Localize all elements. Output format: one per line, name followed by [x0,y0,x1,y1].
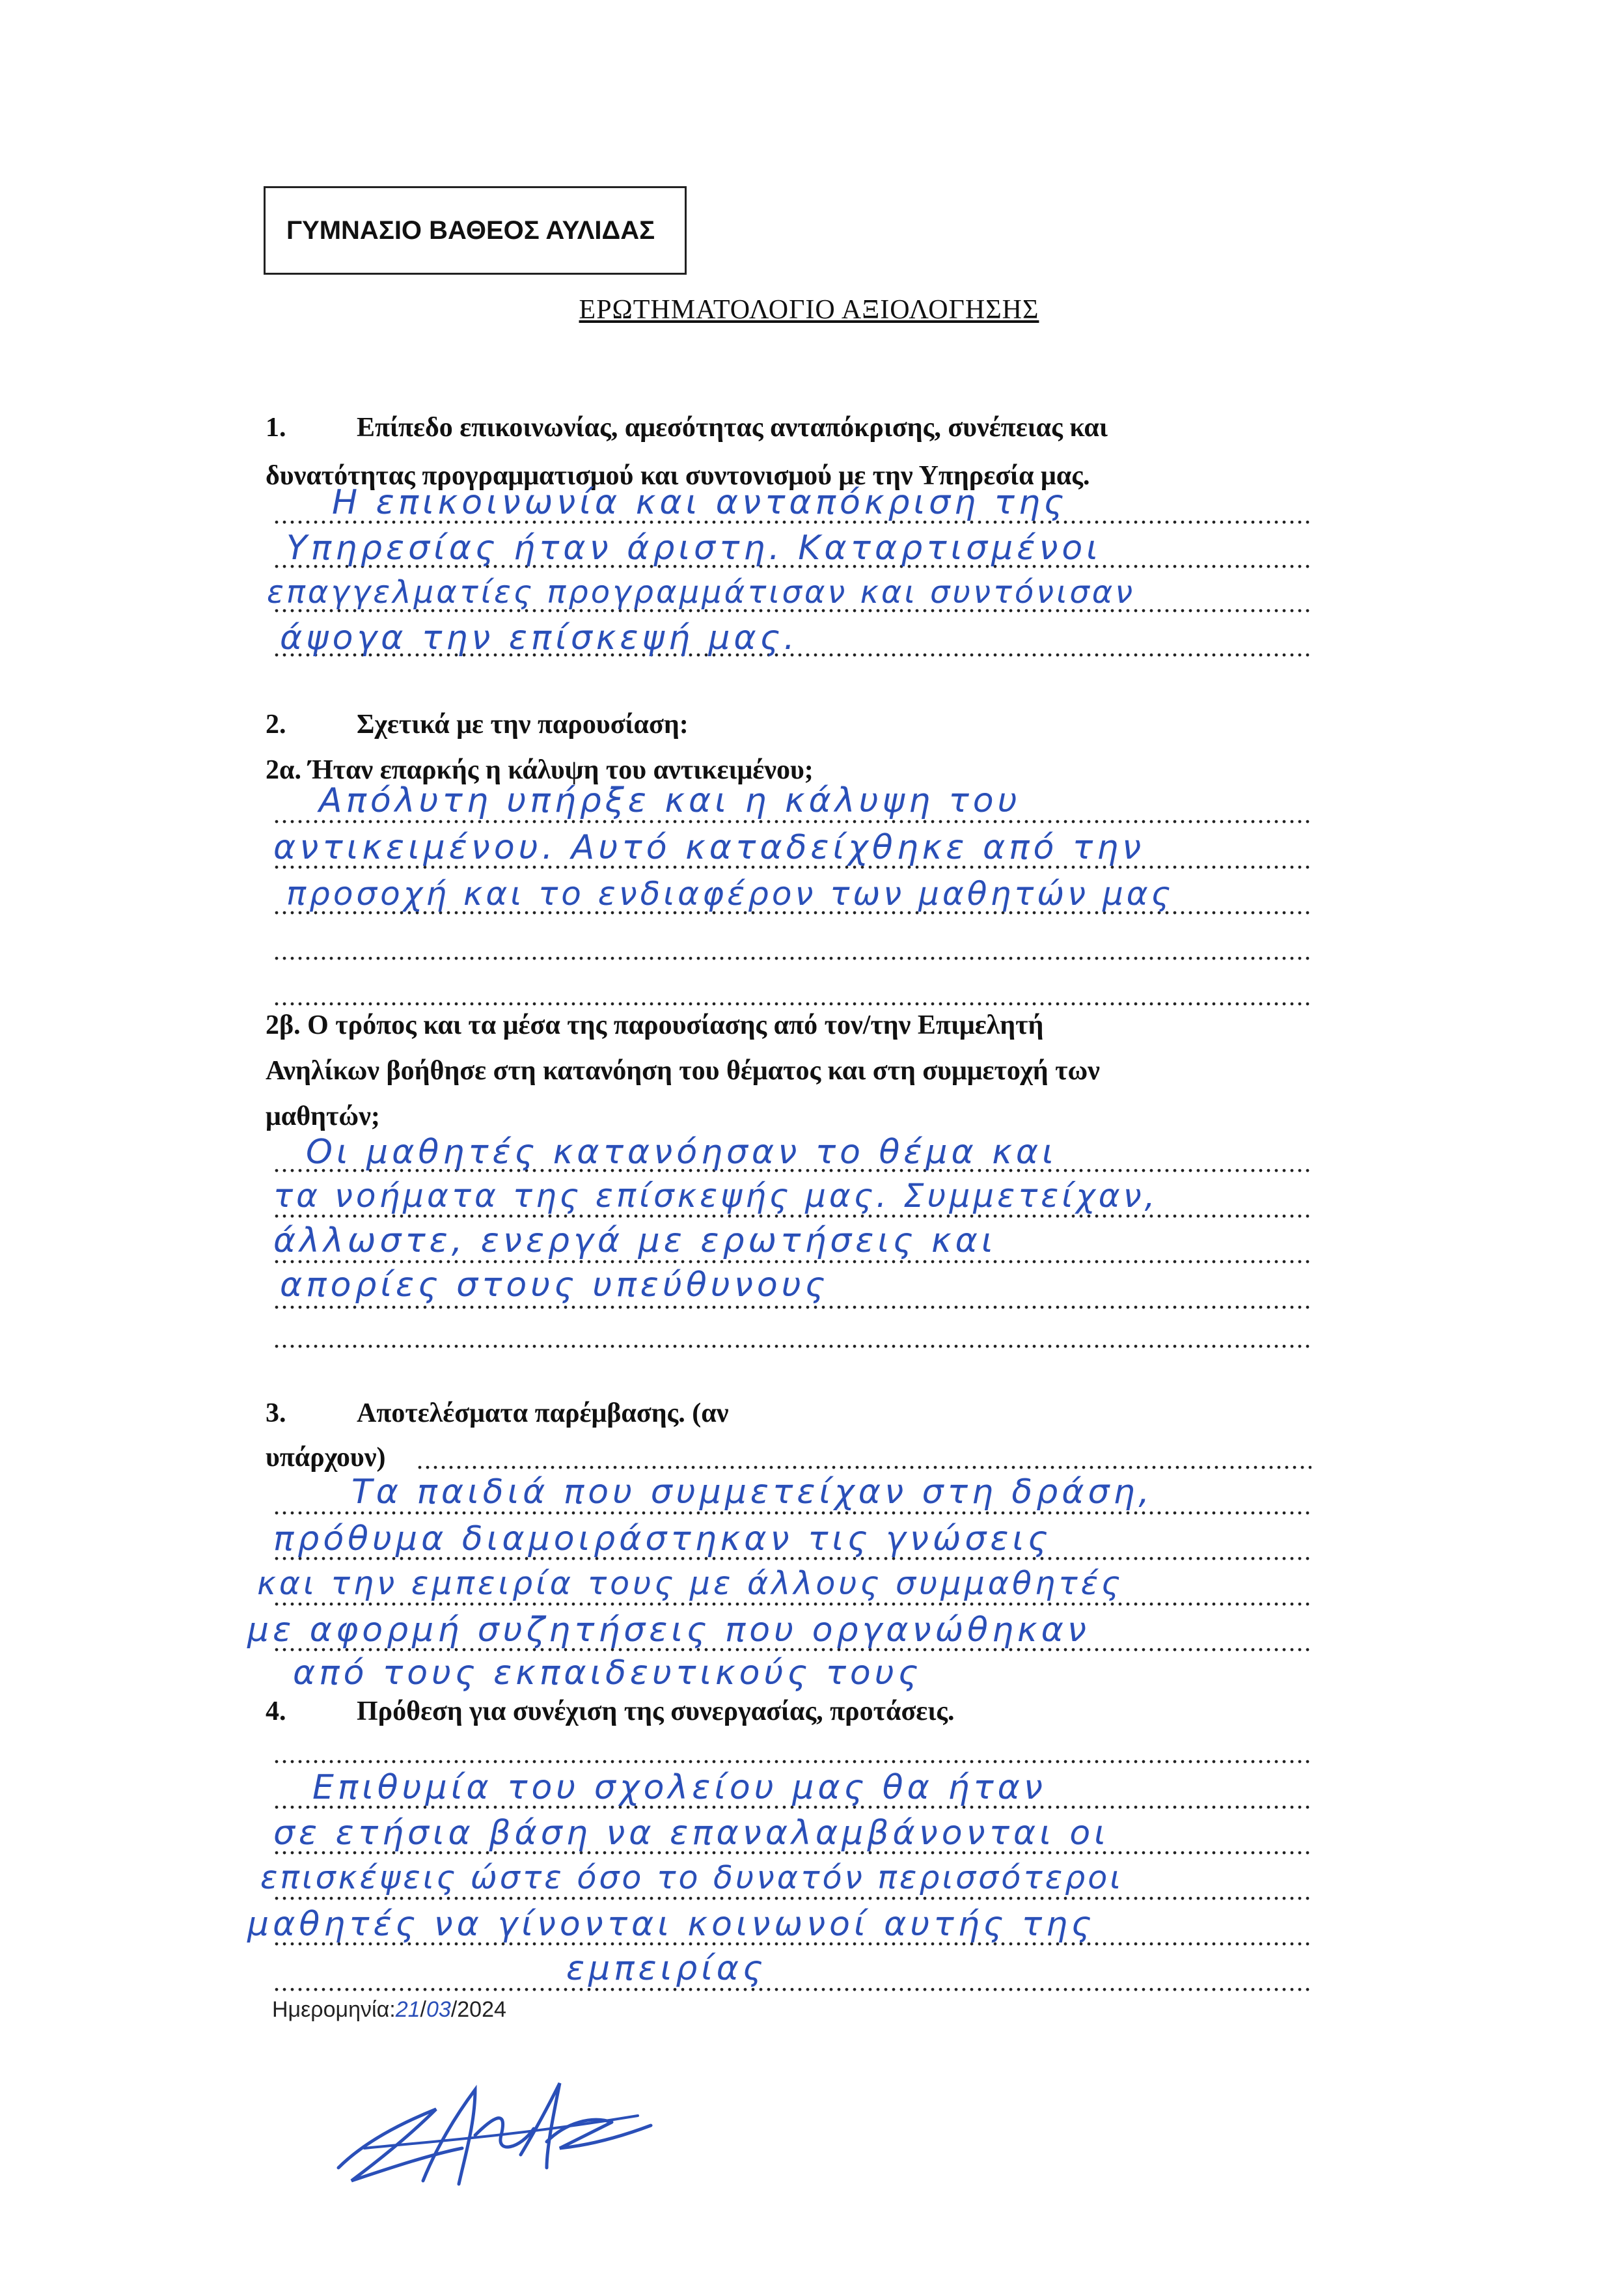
answer-line [273,926,1311,971]
q3-answer-line-1: Τα παιδιά που συμμετείχαν στη δράση, [351,1473,1153,1512]
question-2b-line-2: Ανηλίκων βοήθησε στη κατανόηση του θέματος και στη συμμετοχή των [266,1056,1100,1086]
question-2b-line-1: 2β. Ο τρόπος και τα μέσα της παρουσίασης από τον/την Επιμελητή [266,1010,1044,1040]
q4-answer-line-5: εμπειρίας [566,1949,767,1988]
date-day: 21 [395,1997,420,2022]
date-field: Ημερομηνία:21/03/2024 [272,1997,506,2022]
question-4 [266,1689,1320,1734]
q4-answer-line-1: Επιθυμία του σχολείου μας θα ήταν [312,1768,1047,1807]
question-2b-line-3: μαθητών; [266,1101,380,1131]
question-4-text: Πρόθεση για συνέχιση της συνεργασίας, προτάσεις. [357,1696,955,1726]
q2a-answer-line-3: προσοχή και το ενδιαφέρον των μαθητών μας [286,875,1174,913]
question-1 [266,405,1320,450]
signature [325,2070,664,2194]
question-3-text-a: Αποτελέσματα παρέμβασης. (αν [357,1398,729,1428]
question-1-text-a: Επίπεδο επικοινωνίας, αμεσότητας ανταπόκρισης, συνέπειας και [357,413,1108,443]
q2a-answer-line-2: αντικειμένου. Αυτό καταδείχθηκε από την [273,828,1145,867]
document-title: ΕΡΩΤΗΜΑΤΟΛΟΓΙΟ ΑΞΙΟΛΟΓΗΣΗΣ [579,295,1039,325]
q4-answer-line-4: μαθητές να γίνονται κοινωνοί αυτής της [247,1905,1095,1944]
question-3-text-b: υπάρχουν) [266,1443,386,1473]
question-2 [266,702,1320,747]
date-label: Ημερομηνία: [272,1997,396,2022]
q1-answer-line-2: Υπηρεσίας ήταν άριστη. Καταρτισμένοι [286,529,1102,568]
q3-answer-line-5: από τους εκπαιδευτικούς τους [293,1653,922,1693]
q1-answer-line-1: Η επικοινωνία και ανταπόκριση της [332,483,1068,522]
q2b-answer-line-4: απορίες στους υπεύθυνους [280,1266,829,1305]
question-4-number: 4. [266,1696,286,1726]
question-2-text: Σχετικά με την παρουσίαση: [357,710,689,740]
q1-answer-line-3: επαγγελματίες προγραμμάτισαν και συντόνισαν [267,574,1136,611]
q3-answer-line-2: πρόθυμα διαμοιράστηκαν τις γνώσεις [273,1519,1052,1558]
school-name: ΓΥΜΝΑΣΙΟ ΒΑΘΕΟΣ ΑΥΛΙΔΑΣ [286,215,655,245]
answer-line [273,1957,1311,2002]
question-2-number: 2. [266,710,286,740]
q3-answer-line-4: με αφορμή συζητήσεις που οργανώθηκαν [247,1611,1090,1650]
q4-answer-line-3: επισκέψεις ώστε όσο το δυνατόν περισσότεροι [260,1859,1123,1896]
q2b-answer-line-3: άλλωστε, ενεργά με ερωτήσεις και [273,1221,997,1260]
q4-answer-line-2: σε ετήσια βάση να επαναλαμβάνονται οι [273,1814,1110,1853]
question-1-number: 1. [266,413,286,443]
q2a-answer-line-1: Απόλυτη υπήρξε και η κάλυψη του [319,781,1021,820]
question-3-number: 3. [266,1398,286,1428]
question-2a: 2α. Ήταν επαρκής η κάλυψη του αντικειμένου; [266,755,814,785]
school-name-box [264,186,687,275]
q1-answer-line-4: άψογα την επίσκεψή μας. [280,618,799,657]
date-year: /2024 [450,1997,506,2022]
date-month: 03 [426,1997,451,2022]
q2b-answer-line-2: τα νοήματα της επίσκεψής μας. Συμμετείχαν, [273,1177,1159,1215]
question-1-text-b: δυνατότητας προγραμματισμού και συντονισμού με την Υπηρεσία μας. [266,461,1090,491]
q2b-answer-line-1: Οι μαθητές κατανόησαν το θέμα και [306,1133,1058,1172]
answer-line [273,1314,1311,1359]
q3-answer-line-3: και την εμπειρία τους με άλλους συμμαθητές [257,1565,1123,1602]
question-3 [266,1390,1320,1436]
